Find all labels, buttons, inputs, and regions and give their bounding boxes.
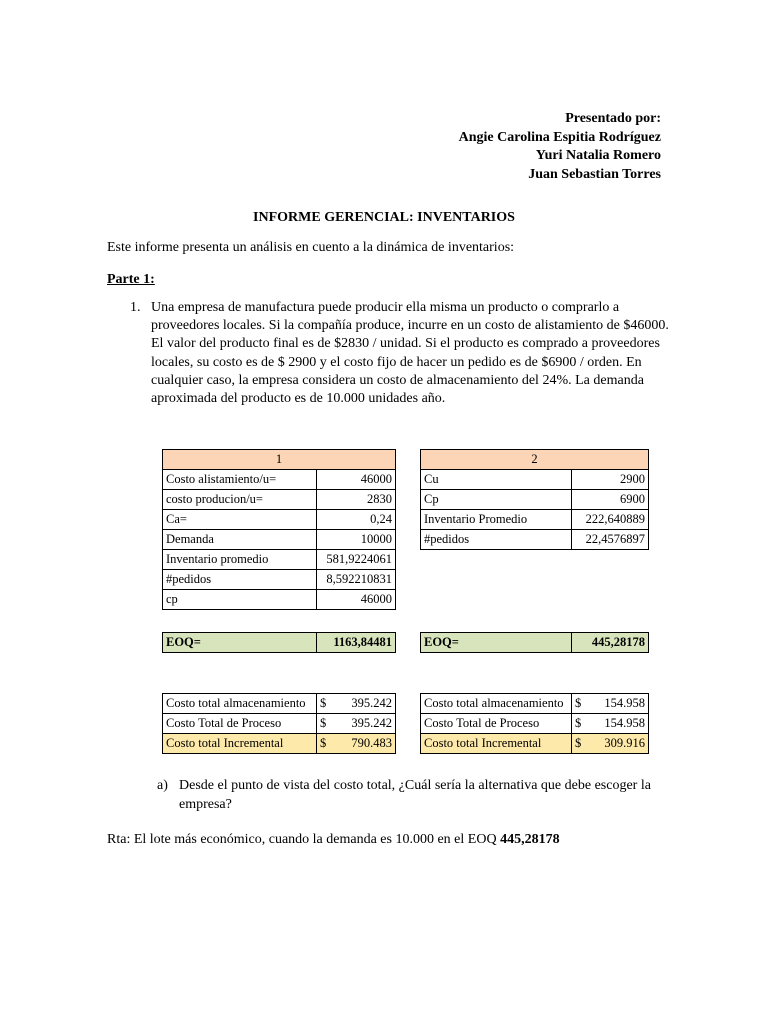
table-row: [163, 470, 396, 490]
cost-value: 790.483: [351, 736, 392, 750]
table-2-costs: [420, 693, 649, 754]
cost-value: 395.242: [351, 716, 392, 730]
answer-value: 445,28178: [500, 832, 560, 847]
row-label: cp: [163, 590, 317, 610]
row-label: Demanda: [163, 530, 317, 550]
currency-symbol: $: [320, 736, 327, 750]
table-row: [163, 510, 396, 530]
presented-by-label: Presentado por:: [565, 111, 661, 126]
answer-line: [107, 832, 560, 848]
row-label: Inventario Promedio: [421, 510, 572, 530]
currency-symbol: $: [575, 736, 582, 750]
table-1-eoq: [162, 632, 396, 653]
row-label: #pedidos: [163, 570, 317, 590]
row-label: Inventario promedio: [163, 550, 317, 570]
currency-symbol: $: [320, 696, 327, 710]
table-row: [163, 490, 396, 510]
table-row: [421, 694, 649, 714]
table-row: [421, 530, 649, 550]
question-letter: a): [157, 778, 168, 793]
row-value: 581,9224061: [317, 550, 396, 570]
row-value: 46000: [317, 470, 396, 490]
row-value: 22,4576897: [572, 530, 649, 550]
table-row: [163, 734, 396, 754]
cost-label: Costo Total de Proceso: [163, 714, 317, 734]
row-label: costo producion/u=: [163, 490, 317, 510]
cost-label: Costo total almacenamiento: [163, 694, 317, 714]
presenter-name: Juan Sebastian Torres: [528, 166, 661, 182]
cost-value: 154.958: [604, 696, 645, 710]
eoq-value: 445,28178: [572, 633, 649, 653]
eoq-label: EOQ=: [163, 633, 317, 653]
table-2-eoq: [420, 632, 649, 653]
row-value: 8,592210831: [317, 570, 396, 590]
row-label: Costo alistamiento/u=: [163, 470, 317, 490]
table-row: [163, 714, 396, 734]
table-1-params: [162, 449, 396, 610]
report-title: INFORME GERENCIAL: INVENTARIOS: [253, 210, 515, 225]
question-number: 1.: [130, 300, 141, 315]
row-label: Ca=: [163, 510, 317, 530]
table-row: [421, 510, 649, 530]
cost-value: 154.958: [604, 716, 645, 730]
table-row: [421, 470, 649, 490]
row-value: 46000: [317, 590, 396, 610]
table-row: [163, 570, 396, 590]
table-1-header: 1: [163, 450, 396, 470]
currency-symbol: $: [320, 716, 327, 730]
answer-text: Rta: El lote más económico, cuando la demanda es 10.000 en el EOQ: [107, 832, 501, 847]
table-2-header: 2: [421, 450, 649, 470]
cost-label: Costo total Incremental: [421, 734, 572, 754]
cost-label: Costo total Incremental: [163, 734, 317, 754]
row-value: 0,24: [317, 510, 396, 530]
currency-symbol: $: [575, 716, 582, 730]
table-row: [421, 734, 649, 754]
row-value: 2900: [572, 470, 649, 490]
table-row: [163, 694, 396, 714]
table-row: [163, 530, 396, 550]
cost-value: 309.916: [604, 736, 645, 750]
presenters-block: [459, 110, 661, 184]
cost-value: 395.242: [351, 696, 392, 710]
currency-symbol: $: [575, 696, 582, 710]
row-value: 10000: [317, 530, 396, 550]
row-value: 222,640889: [572, 510, 649, 530]
table-row: [421, 714, 649, 734]
eoq-value: 1163,84481: [317, 633, 396, 653]
row-label: Cp: [421, 490, 572, 510]
cost-label: Costo Total de Proceso: [421, 714, 572, 734]
table-row: [163, 590, 396, 610]
table-1-costs: [162, 693, 396, 754]
table-row: [163, 550, 396, 570]
row-label: #pedidos: [421, 530, 572, 550]
part-heading: Parte 1:: [107, 272, 155, 287]
cost-label: Costo total almacenamiento: [421, 694, 572, 714]
row-label: Cu: [421, 470, 572, 490]
row-value: 6900: [572, 490, 649, 510]
row-value: 2830: [317, 490, 396, 510]
presenter-name: Yuri Natalia Romero: [535, 148, 661, 163]
table-2-params: [420, 449, 649, 550]
table-row: [421, 490, 649, 510]
question-text: Desde el punto de vista del costo total, ¿Cuál sería la alternativa que debe escoger la empresa?: [179, 778, 651, 812]
question-text: Una empresa de manufactura puede producir ella misma un producto o comprarlo a proveedores locales. Si la compañía produce, incurre en un costo de alistamiento de $46000. El valor del producto final es de $2830 / unidad. Si el producto es comprado a proveedores locales, su costo es de $ 2900 y el costo fijo de hacer un pedido es de $6900 / orden. En cualquier caso, la empresa considera un costo de almacenamiento del 24%. La demanda aproximada del producto es de 10.000 unidades año.: [151, 300, 669, 407]
intro-paragraph: Este informe presenta un análisis en cuento a la dinámica de inventarios:: [107, 240, 515, 255]
eoq-label: EOQ=: [421, 633, 572, 653]
presenter-name: Angie Carolina Espitia Rodríguez: [458, 129, 661, 145]
